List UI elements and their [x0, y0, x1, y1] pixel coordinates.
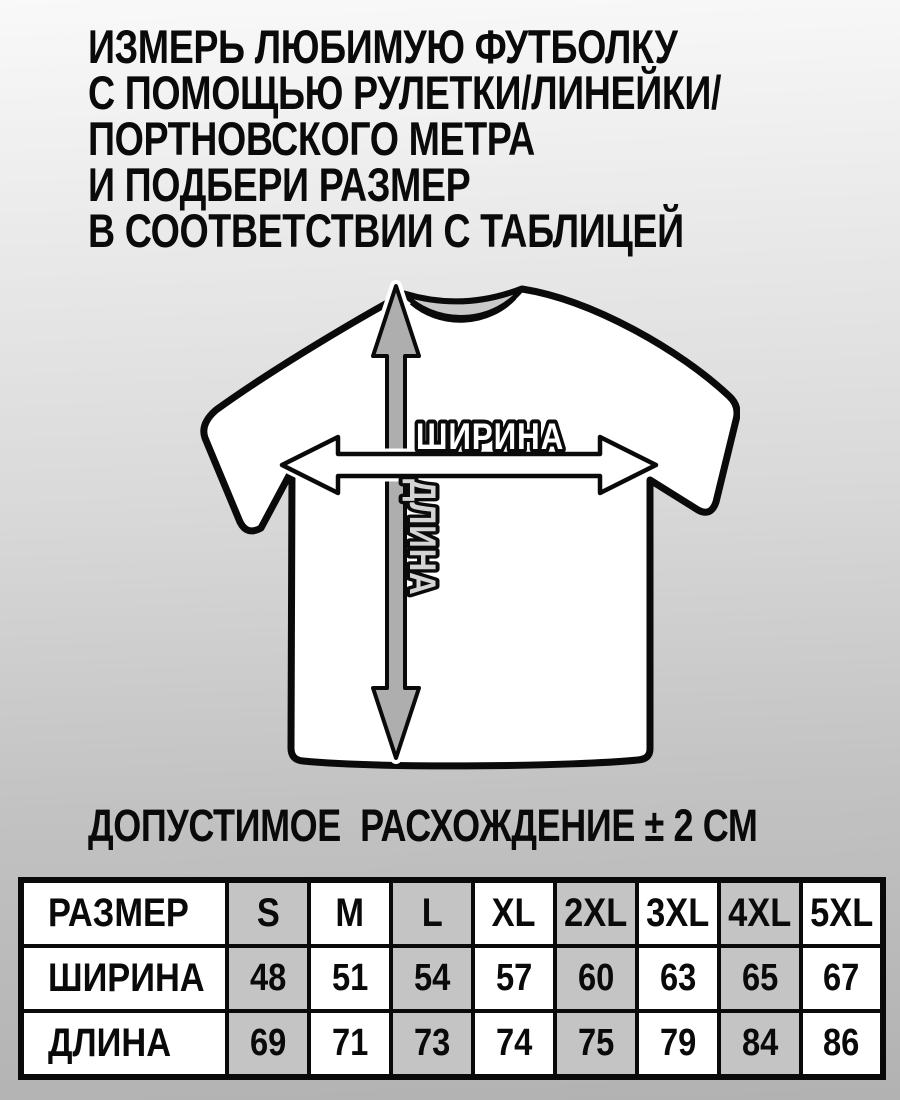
size-table — [18, 877, 886, 1080]
width-arrow-label: ШИРИНА — [415, 416, 565, 458]
width-value-cell: 63 — [637, 946, 719, 1011]
length-value-cell: 74 — [473, 1011, 555, 1077]
width-value-cell: 60 — [555, 946, 637, 1011]
length-value-cell: 71 — [309, 1011, 391, 1077]
length-value-cell: 84 — [719, 1011, 801, 1077]
table-row-length — [21, 1011, 883, 1077]
tshirt-measure-diagram — [160, 272, 740, 782]
table-row-width — [21, 946, 883, 1011]
size-header-cell: S — [227, 880, 309, 946]
width-value-cell: 65 — [719, 946, 801, 1011]
header-line: ИЗМЕРЬ ЛЮБИМУЮ ФУТБОЛКУ — [88, 20, 678, 73]
tshirt-outline — [204, 289, 737, 766]
size-header-cell: 4XL — [719, 880, 801, 946]
width-value-cell: 51 — [309, 946, 391, 1011]
size-header-cell: L — [391, 880, 473, 946]
size-header-cell: XL — [473, 880, 555, 946]
row-label-cell: ДЛИНА — [21, 1011, 227, 1077]
size-header-cell: 3XL — [637, 880, 719, 946]
header-line: С ПОМОЩЬЮ РУЛЕТКИ/ЛИНЕЙКИ/ — [88, 66, 722, 119]
width-value-cell: 57 — [473, 946, 555, 1011]
table-row-sizes — [21, 880, 883, 946]
length-value-cell: 75 — [555, 1011, 637, 1077]
tolerance-note: ДОПУСТИМОЕ РАСХОЖДЕНИЕ ± 2 СМ — [88, 800, 758, 851]
size-header-cell: M — [309, 880, 391, 946]
size-header-cell: 5XL — [801, 880, 883, 946]
length-value-cell: 86 — [801, 1011, 883, 1077]
header-instructions — [88, 20, 722, 257]
width-value-cell: 54 — [391, 946, 473, 1011]
width-value-cell: 67 — [801, 946, 883, 1011]
length-value-cell: 73 — [391, 1011, 473, 1077]
length-arrow-label: ДЛИНА — [401, 479, 443, 596]
length-value-cell: 69 — [227, 1011, 309, 1077]
header-line: И ПОДБЕРИ РАЗМЕР — [88, 158, 471, 211]
length-value-cell: 79 — [637, 1011, 719, 1077]
header-line: В СООТВЕТСТВИИ С ТАБЛИЦЕЙ — [88, 204, 684, 257]
table-corner-cell: РАЗМЕР — [21, 880, 227, 946]
tshirt-diagram-svg — [160, 272, 740, 782]
width-value-cell: 48 — [227, 946, 309, 1011]
header-line: ПОРТНОВСКОГО МЕТРА — [88, 112, 535, 165]
size-header-cell: 2XL — [555, 880, 637, 946]
row-label-cell: ШИРИНА — [21, 946, 227, 1011]
